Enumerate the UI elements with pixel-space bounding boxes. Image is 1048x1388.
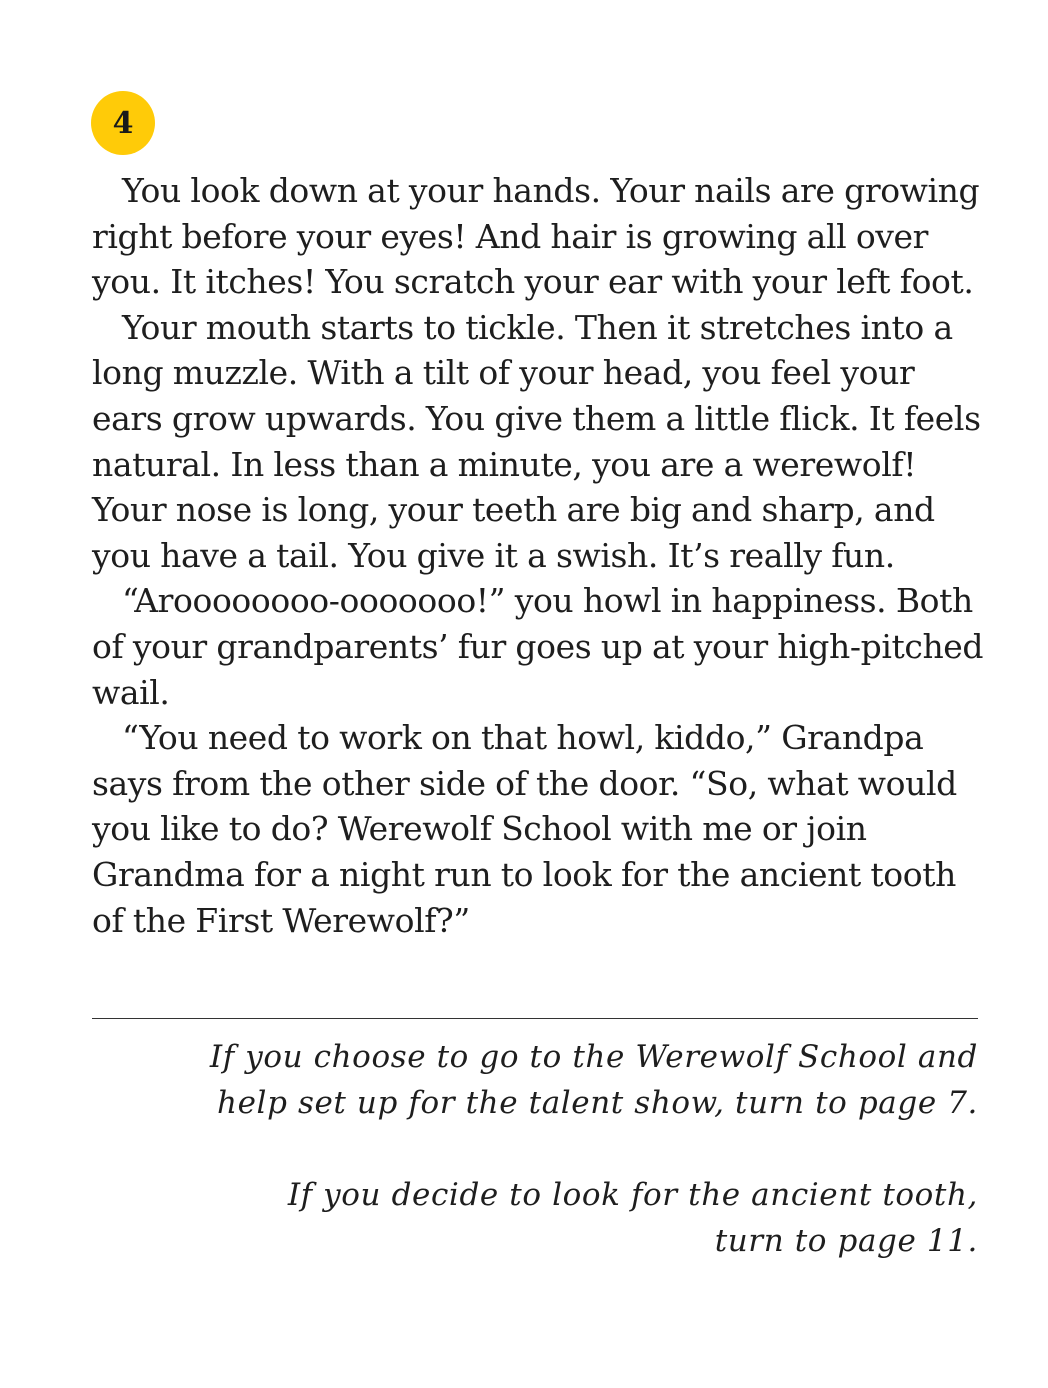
- story-paragraph: “Aroooooooo-ooooooo!” you howl in happiness. Both of your grandparents’ fur goes up at your high-pitched wail.: [92, 581, 984, 712]
- section-divider: [92, 1018, 978, 1019]
- choice-line: help set up for the talent show, turn to page 7.: [217, 1085, 978, 1121]
- choice-line: If you choose to go to the Werewolf School and: [209, 1039, 978, 1075]
- choices-section: [92, 1034, 978, 1264]
- story-text: [92, 168, 992, 943]
- page-number: 4: [112, 105, 134, 141]
- page-number-badge: [91, 91, 155, 155]
- story-paragraph: You look down at your hands. Your nails are growing right before your eyes! And hair is growing all over you. It itches! You scratch your ear with your left foot.: [92, 171, 980, 302]
- choice-ancient-tooth: [92, 1172, 978, 1264]
- choice-werewolf-school: [92, 1034, 978, 1126]
- story-paragraph: Your mouth starts to tickle. Then it stretches into a long muzzle. With a tilt of your head, you feel your ears grow upwards. You give them a little flick. It feels natural. In less than a minute, you are a werewolf! Your nose is long, your teeth are big and sharp, and you have a tail. You give it a swish. It’s really fun.: [92, 307, 981, 575]
- choice-line: If you decide to look for the ancient tooth,: [287, 1177, 978, 1213]
- choice-line: turn to page 11.: [714, 1223, 978, 1259]
- story-paragraph: “You need to work on that howl, kiddo,” Grandpa says from the other side of the door. “So, what would you like to do? Werewolf School with me or join Grandma for a night run to look for the ancient tooth of the First Werewolf?”: [92, 718, 957, 940]
